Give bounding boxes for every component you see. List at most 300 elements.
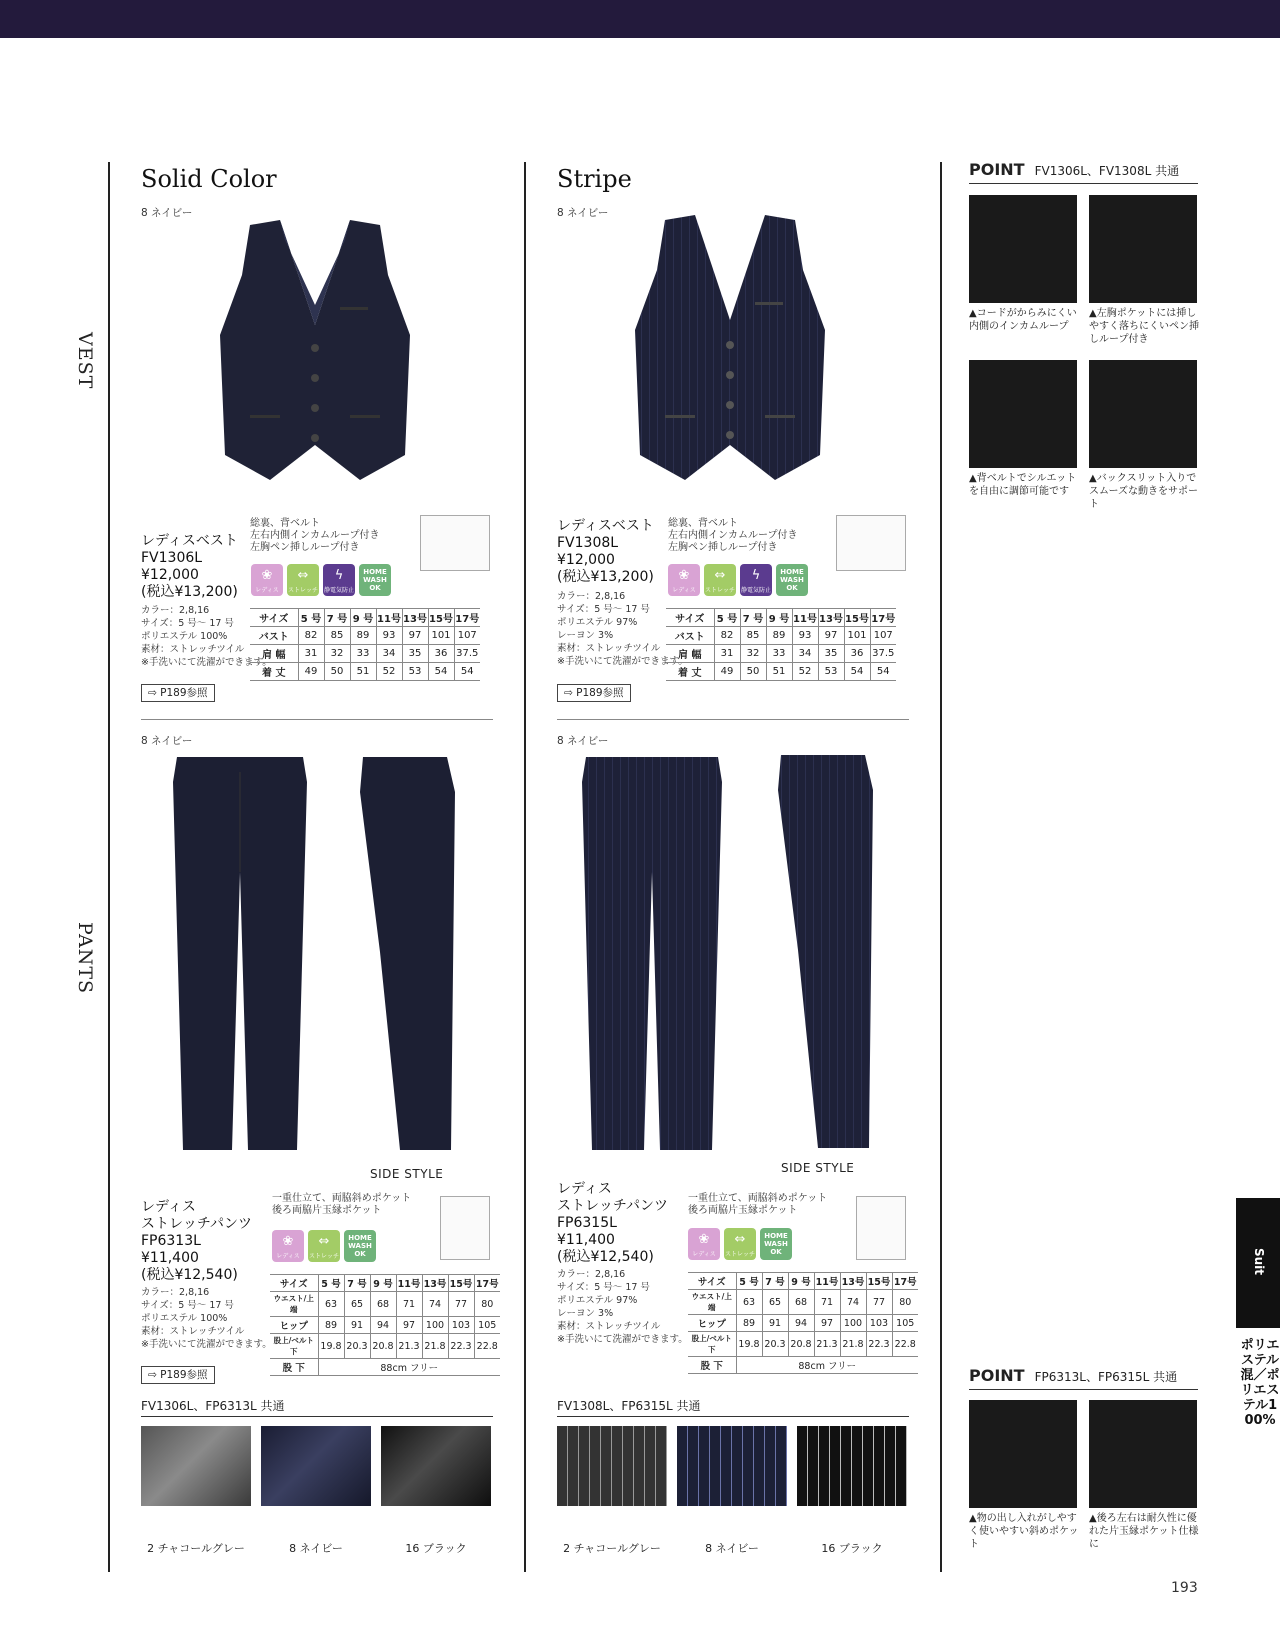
point-pants-divider xyxy=(969,1389,1198,1390)
table-cell: 11号 xyxy=(814,1273,840,1290)
spec-line: ポリエステル 97% xyxy=(557,617,638,628)
table-cell: 77 xyxy=(448,1292,474,1317)
right-divider xyxy=(940,162,942,1572)
table-cell: 54 xyxy=(428,663,454,681)
vest-solid-ref-link[interactable]: ⇨ P189参照 xyxy=(141,684,215,702)
table-row xyxy=(666,609,896,627)
table-cell: 105 xyxy=(892,1315,918,1332)
table-cell: ヒップ xyxy=(688,1315,736,1332)
table-cell: 34 xyxy=(376,645,402,663)
point-vest-heading xyxy=(969,160,1179,179)
swatch-stripe-charcoal xyxy=(557,1426,667,1506)
table-row xyxy=(250,663,480,681)
feature-line: 総裏、背ベルト xyxy=(668,518,738,529)
table-cell: 34 xyxy=(792,645,818,663)
table-cell: 15号 xyxy=(866,1273,892,1290)
feature-line: 左右内側インカムループ付き xyxy=(668,530,798,541)
table-cell: 85 xyxy=(324,627,350,645)
pants-solid-color-label: 8 ネイビー xyxy=(141,735,193,747)
pants-solid-size-table xyxy=(270,1274,500,1376)
table-cell: 21.8 xyxy=(422,1334,448,1359)
table-cell: 49 xyxy=(714,663,740,681)
table-cell: 股上/ベルト下 xyxy=(270,1334,318,1359)
table-cell: 15号 xyxy=(448,1275,474,1292)
table-cell: 80 xyxy=(474,1292,500,1317)
pants-stripe-price: ¥11,400 xyxy=(557,1232,615,1248)
table-row xyxy=(250,645,480,663)
table-cell: 37.5 xyxy=(454,645,480,663)
table-cell: サイズ xyxy=(666,609,714,627)
spec-line: ※手洗いにて洗濯ができます。 xyxy=(141,657,272,668)
vest-stripe-features xyxy=(668,518,798,554)
feature-line: 左胸ペン挿しループ付き xyxy=(668,542,778,553)
swatch-solid-common-label: FV1306L、FP6313L 共通 xyxy=(141,1399,285,1413)
table-cell: 17号 xyxy=(892,1273,918,1290)
stripe-divider xyxy=(557,719,909,720)
table-cell: 50 xyxy=(324,663,350,681)
table-cell: 13号 xyxy=(818,609,844,627)
pants-solid-sketch xyxy=(440,1196,490,1260)
table-cell: 91 xyxy=(762,1315,788,1332)
spec-line: 素材：ストレッチツイル xyxy=(557,643,661,654)
side-label-vest: VEST xyxy=(74,332,96,390)
table-cell: 21.3 xyxy=(814,1332,840,1357)
table-row xyxy=(688,1290,918,1315)
table-row xyxy=(270,1317,500,1334)
point-pants-heading xyxy=(969,1366,1177,1385)
table-row xyxy=(270,1275,500,1292)
swatch-label: 2 チャコールグレー xyxy=(147,1542,245,1555)
vest-solid-code: FV1306L xyxy=(141,550,203,566)
table-cell: 89 xyxy=(736,1315,762,1332)
table-cell: 36 xyxy=(844,645,870,663)
table-cell: 89 xyxy=(350,627,376,645)
table-cell: 103 xyxy=(448,1317,474,1334)
table-cell: 21.8 xyxy=(840,1332,866,1357)
spec-line: サイズ：5 号〜 17 号 xyxy=(141,1300,234,1311)
table-cell: 33 xyxy=(766,645,792,663)
antistatic-icon: ϟ 静電気防止 xyxy=(740,564,772,596)
table-row xyxy=(688,1332,918,1357)
table-cell: 31 xyxy=(714,645,740,663)
home-wash-icon: HOME WASH OK xyxy=(760,1228,792,1260)
feature-line: 左右内側インカムループ付き xyxy=(250,530,380,541)
table-cell: 7 号 xyxy=(762,1273,788,1290)
point-pants-caption-1: ▲物の出し入れがしやすく使いやすい斜めポケット xyxy=(969,1513,1079,1550)
pants-solid-side-style-label: SIDE STYLE xyxy=(370,1167,444,1181)
point-vest-caption-2: ▲左胸ポケットには挿しやすく落ちにくいペン挿しループ付き xyxy=(1089,308,1199,345)
point-pants-photo-2 xyxy=(1089,1400,1197,1508)
vest-stripe-price: ¥12,000 xyxy=(557,552,615,568)
vest-solid-size-table xyxy=(250,608,480,681)
pants-stripe-icons xyxy=(688,1228,792,1260)
table-cell: 97 xyxy=(396,1317,422,1334)
table-cell: 97 xyxy=(818,627,844,645)
table-row xyxy=(666,627,896,645)
table-cell: 63 xyxy=(318,1292,344,1317)
vest-stripe-tax: (税込¥13,200) xyxy=(557,569,654,585)
table-cell: 15号 xyxy=(428,609,454,627)
spec-line: ポリエステル 97% xyxy=(557,1295,638,1306)
pants-solid-name-jp2: ストレッチパンツ xyxy=(141,1216,253,1232)
spec-line: 素材：ストレッチツイル xyxy=(557,1321,661,1332)
vest-stripe-sketch xyxy=(836,515,906,571)
table-cell: 7 号 xyxy=(324,609,350,627)
pants-stripe-name-jp2: ストレッチパンツ xyxy=(557,1198,669,1214)
table-cell: 88cm フリー xyxy=(318,1359,500,1376)
table-cell: 7 号 xyxy=(344,1275,370,1292)
home-wash-icon: HOME WASH OK xyxy=(359,564,391,596)
pants-stripe-side-style-label: SIDE STYLE xyxy=(781,1161,855,1175)
table-cell: 53 xyxy=(402,663,428,681)
pants-solid-name-jp1: レディス xyxy=(141,1199,196,1215)
table-cell: サイズ xyxy=(250,609,298,627)
pants-stripe-color-label: 8 ネイビー xyxy=(557,735,609,747)
pants-stripe-sketch xyxy=(856,1196,906,1260)
pants-stripe-name xyxy=(557,1181,668,1266)
pants-stripe-features xyxy=(688,1193,827,1217)
swatch-label: 16 ブラック xyxy=(405,1542,467,1555)
pants-solid-name xyxy=(141,1199,252,1284)
swatch-label: 8 ネイビー xyxy=(289,1542,343,1555)
spec-line: サイズ：5 号〜 17 号 xyxy=(141,618,234,629)
point-vest-title: POINT xyxy=(969,160,1025,179)
spec-line: ※手洗いにて洗濯ができます。 xyxy=(557,1334,688,1345)
table-cell: 68 xyxy=(788,1290,814,1315)
vest-stripe-ref-link[interactable]: ⇨ P189参照 xyxy=(557,684,631,702)
point-pants-subtitle: FP6313L、FP6315L 共通 xyxy=(1034,1370,1178,1384)
table-cell: 100 xyxy=(840,1315,866,1332)
point-vest-divider xyxy=(969,183,1198,184)
table-cell: 肩 幅 xyxy=(250,645,298,663)
table-cell: 35 xyxy=(402,645,428,663)
table-cell: 82 xyxy=(298,627,324,645)
section-title-stripe: Stripe xyxy=(557,165,632,193)
table-cell: 5 号 xyxy=(714,609,740,627)
table-cell: ウエスト/上端 xyxy=(688,1290,736,1315)
left-divider xyxy=(108,162,110,1572)
table-cell: 49 xyxy=(298,663,324,681)
table-cell: 20.3 xyxy=(344,1334,370,1359)
pants-solid-tax: (税込¥12,540) xyxy=(141,1267,238,1283)
pants-solid-icons xyxy=(272,1230,376,1262)
table-cell: 11号 xyxy=(396,1275,422,1292)
pants-solid-ref-link[interactable]: ⇨ P189参照 xyxy=(141,1366,215,1384)
table-cell: 22.3 xyxy=(866,1332,892,1357)
table-cell: 88cm フリー xyxy=(736,1357,918,1374)
pants-solid-code: FP6313L xyxy=(141,1233,201,1249)
table-cell: 32 xyxy=(740,645,766,663)
table-cell: 94 xyxy=(370,1317,396,1334)
table-cell: 股上/ベルト下 xyxy=(688,1332,736,1357)
feature-line: 後ろ両脇片玉縁ポケット xyxy=(688,1205,798,1216)
pants-stripe-size-table xyxy=(688,1272,918,1374)
table-cell: 100 xyxy=(422,1317,448,1334)
vest-solid-color-label: 8 ネイビー xyxy=(141,207,193,219)
suit-tab[interactable] xyxy=(1236,1198,1280,1328)
table-cell: 97 xyxy=(814,1315,840,1332)
table-cell: 19.8 xyxy=(318,1334,344,1359)
table-cell: 7 号 xyxy=(740,609,766,627)
page-number: 193 xyxy=(1171,1580,1198,1596)
table-cell: 103 xyxy=(866,1315,892,1332)
table-cell: 77 xyxy=(866,1290,892,1315)
table-cell: 11号 xyxy=(792,609,818,627)
vest-stripe-photo xyxy=(625,210,835,505)
material-vertical-label: ポリエステル混／ポリエステル100% xyxy=(1240,1338,1280,1428)
swatch-stripe-common-label: FV1308L、FP6315L 共通 xyxy=(557,1399,701,1413)
table-cell: 17号 xyxy=(454,609,480,627)
spec-line: カラー：2,8,16 xyxy=(557,591,626,602)
antistatic-icon: ϟ 静電気防止 xyxy=(323,564,355,596)
vest-stripe-name-jp: レディスベスト xyxy=(557,518,654,534)
point-vest-photo-4 xyxy=(1089,360,1197,468)
home-wash-icon: HOME WASH OK xyxy=(776,564,808,596)
table-row xyxy=(688,1357,918,1374)
swatch-label: 16 ブラック xyxy=(821,1542,883,1555)
suit-tab-label: Suit xyxy=(1252,1248,1266,1276)
swatch-solid-divider xyxy=(141,1416,493,1417)
point-vest-caption-4: ▲バックスリット入りでスムーズな動きをサポート xyxy=(1089,473,1198,510)
pants-stripe-specs xyxy=(557,1268,688,1346)
table-cell: 9 号 xyxy=(766,609,792,627)
spec-line: ポリエステル 100% xyxy=(141,631,228,642)
table-cell: 80 xyxy=(892,1290,918,1315)
point-vest-photo-3 xyxy=(969,360,1077,468)
table-cell: 22.8 xyxy=(474,1334,500,1359)
lady-icon: ❀ レディス xyxy=(251,564,283,596)
spec-line: カラー：2,8,16 xyxy=(141,1287,210,1298)
table-cell: 13号 xyxy=(422,1275,448,1292)
table-cell: 13号 xyxy=(402,609,428,627)
swatch-stripe-navy xyxy=(677,1426,787,1506)
spec-line: サイズ：5 号〜 17 号 xyxy=(557,604,650,615)
solid-divider xyxy=(141,719,493,720)
lady-icon: ❀ レディス xyxy=(688,1228,720,1260)
table-cell: 74 xyxy=(840,1290,866,1315)
table-cell: 89 xyxy=(318,1317,344,1334)
table-cell: バスト xyxy=(666,627,714,645)
pants-stripe-name-jp1: レディス xyxy=(557,1181,612,1197)
table-row xyxy=(666,645,896,663)
swatch-stripe-black xyxy=(797,1426,907,1506)
vest-solid-tax: (税込¥13,200) xyxy=(141,584,238,600)
table-row xyxy=(688,1315,918,1332)
swatch-solid-black xyxy=(381,1426,491,1506)
pants-solid-price: ¥11,400 xyxy=(141,1250,199,1266)
pants-stripe-code: FP6315L xyxy=(557,1215,617,1231)
home-wash-icon: HOME WASH OK xyxy=(344,1230,376,1262)
table-cell: 54 xyxy=(454,663,480,681)
table-cell: サイズ xyxy=(270,1275,318,1292)
spec-line: ※手洗いにて洗濯ができます。 xyxy=(557,656,688,667)
table-cell: 101 xyxy=(428,627,454,645)
table-cell: 65 xyxy=(344,1292,370,1317)
table-cell: 31 xyxy=(298,645,324,663)
table-cell: 85 xyxy=(740,627,766,645)
pants-solid-specs xyxy=(141,1286,272,1351)
lady-icon: ❀ レディス xyxy=(668,564,700,596)
table-cell: 82 xyxy=(714,627,740,645)
table-cell: 53 xyxy=(818,663,844,681)
side-label-pants: PANTS xyxy=(74,922,96,995)
table-cell: 20.8 xyxy=(370,1334,396,1359)
pants-stripe-side-photo xyxy=(773,750,883,1155)
swatch-solid-charcoal xyxy=(141,1426,251,1506)
table-cell: 97 xyxy=(402,627,428,645)
table-cell: 5 号 xyxy=(736,1273,762,1290)
table-cell: 17号 xyxy=(474,1275,500,1292)
table-cell: 17号 xyxy=(870,609,896,627)
stretch-icon: ⇔ ストレッチ xyxy=(704,564,736,596)
spec-line: ※手洗いにて洗濯ができます。 xyxy=(141,1339,272,1350)
section-title-solid: Solid Color xyxy=(141,165,277,193)
vest-solid-photo xyxy=(210,215,420,505)
swatch-label: 2 チャコールグレー xyxy=(563,1542,661,1555)
table-cell: ヒップ xyxy=(270,1317,318,1334)
table-cell: 50 xyxy=(740,663,766,681)
point-pants-caption-2: ▲後ろ左右は耐久性に優れた片玉縁ポケット仕様に xyxy=(1089,1513,1199,1550)
spec-line: 素材：ストレッチツイル xyxy=(141,644,245,655)
table-cell: 肩 幅 xyxy=(666,645,714,663)
point-vest-caption-1: ▲コードがからみにくい内側のインカムループ xyxy=(969,308,1077,332)
table-row xyxy=(666,663,896,681)
table-cell: 52 xyxy=(376,663,402,681)
swatch-label: 8 ネイビー xyxy=(705,1542,759,1555)
center-divider xyxy=(524,162,526,1572)
table-row xyxy=(250,609,480,627)
lady-icon: ❀ レディス xyxy=(272,1230,304,1262)
table-cell: 93 xyxy=(376,627,402,645)
table-cell: 107 xyxy=(454,627,480,645)
table-cell: 74 xyxy=(422,1292,448,1317)
swatch-solid-navy xyxy=(261,1426,371,1506)
spec-line: ポリエステル 100% xyxy=(141,1313,228,1324)
table-cell: 52 xyxy=(792,663,818,681)
table-cell: 9 号 xyxy=(350,609,376,627)
point-vest-photo-2 xyxy=(1089,195,1197,303)
vest-solid-sketch xyxy=(420,515,490,571)
table-cell: 71 xyxy=(396,1292,422,1317)
table-cell: 股 下 xyxy=(270,1359,318,1376)
table-cell: ウエスト/上端 xyxy=(270,1292,318,1317)
table-cell: 5 号 xyxy=(318,1275,344,1292)
spec-line: レーヨン 3% xyxy=(557,1308,614,1319)
table-cell: 65 xyxy=(762,1290,788,1315)
table-cell: 9 号 xyxy=(370,1275,396,1292)
table-cell: 37.5 xyxy=(870,645,896,663)
table-cell: 13号 xyxy=(840,1273,866,1290)
table-cell: 51 xyxy=(350,663,376,681)
table-cell: 101 xyxy=(844,627,870,645)
vest-stripe-code: FV1308L xyxy=(557,535,619,551)
table-cell: バスト xyxy=(250,627,298,645)
swatch-stripe-divider xyxy=(557,1416,909,1417)
table-cell: 94 xyxy=(788,1315,814,1332)
table-cell: 91 xyxy=(344,1317,370,1334)
table-row xyxy=(270,1292,500,1317)
pants-stripe-tax: (税込¥12,540) xyxy=(557,1249,654,1265)
stretch-icon: ⇔ ストレッチ xyxy=(287,564,319,596)
point-vest-caption-3: ▲背ベルトでシルエットを自由に調節可能です xyxy=(969,473,1077,497)
point-pants-photo-1 xyxy=(969,1400,1077,1508)
table-cell: 15号 xyxy=(844,609,870,627)
stretch-icon: ⇔ ストレッチ xyxy=(724,1228,756,1260)
table-cell: 35 xyxy=(818,645,844,663)
vest-solid-name xyxy=(141,533,238,601)
feature-line: 後ろ両脇片玉縁ポケット xyxy=(272,1205,382,1216)
point-vest-subtitle: FV1306L、FV1308L 共通 xyxy=(1034,164,1180,178)
table-cell: 5 号 xyxy=(298,609,324,627)
table-row xyxy=(250,627,480,645)
table-cell: 68 xyxy=(370,1292,396,1317)
spec-line: サイズ：5 号〜 17 号 xyxy=(557,1282,650,1293)
pants-stripe-front-photo xyxy=(572,752,732,1157)
table-cell: 22.8 xyxy=(892,1332,918,1357)
vest-solid-features xyxy=(250,518,380,554)
table-cell: 21.3 xyxy=(396,1334,422,1359)
table-row xyxy=(270,1334,500,1359)
pants-solid-front-photo xyxy=(165,752,315,1157)
spec-line: 素材：ストレッチツイル xyxy=(141,1326,245,1337)
table-cell: 51 xyxy=(766,663,792,681)
table-cell: 19.8 xyxy=(736,1332,762,1357)
table-cell: 着 丈 xyxy=(666,663,714,681)
vest-stripe-icons xyxy=(668,564,808,596)
table-cell: 93 xyxy=(792,627,818,645)
pants-solid-features xyxy=(272,1193,411,1217)
table-cell: 33 xyxy=(350,645,376,663)
table-cell: 32 xyxy=(324,645,350,663)
spec-line: カラー：2,8,16 xyxy=(557,1269,626,1280)
table-cell: 着 丈 xyxy=(250,663,298,681)
point-vest-photo-1 xyxy=(969,195,1077,303)
pants-solid-side-photo xyxy=(355,752,465,1157)
spec-line: レーヨン 3% xyxy=(557,630,614,641)
vest-stripe-size-table xyxy=(666,608,896,681)
table-row xyxy=(688,1273,918,1290)
table-cell: 54 xyxy=(844,663,870,681)
table-cell: 63 xyxy=(736,1290,762,1315)
table-cell: 股 下 xyxy=(688,1357,736,1374)
table-cell: 20.8 xyxy=(788,1332,814,1357)
vest-stripe-name xyxy=(557,518,654,586)
feature-line: 一重仕立て、両脇斜めポケット xyxy=(272,1193,412,1204)
vest-solid-name-jp: レディスベスト xyxy=(141,533,238,549)
feature-line: 一重仕立て、両脇斜めポケット xyxy=(688,1193,828,1204)
feature-line: 総裏、背ベルト xyxy=(250,518,320,529)
vest-stripe-color-label: 8 ネイビー xyxy=(557,207,609,219)
table-cell: 54 xyxy=(870,663,896,681)
table-cell: 107 xyxy=(870,627,896,645)
table-cell: 22.3 xyxy=(448,1334,474,1359)
table-cell: 11号 xyxy=(376,609,402,627)
table-cell: 9 号 xyxy=(788,1273,814,1290)
vest-solid-icons xyxy=(251,564,391,596)
table-cell: 105 xyxy=(474,1317,500,1334)
spec-line: カラー：2,8,16 xyxy=(141,605,210,616)
feature-line: 左胸ペン挿しループ付き xyxy=(250,542,360,553)
vest-solid-price: ¥12,000 xyxy=(141,567,199,583)
table-cell: 89 xyxy=(766,627,792,645)
table-cell: 20.3 xyxy=(762,1332,788,1357)
table-row xyxy=(270,1359,500,1376)
table-cell: 36 xyxy=(428,645,454,663)
table-cell: サイズ xyxy=(688,1273,736,1290)
point-pants-title: POINT xyxy=(969,1366,1025,1385)
table-cell: 71 xyxy=(814,1290,840,1315)
stretch-icon: ⇔ ストレッチ xyxy=(308,1230,340,1262)
